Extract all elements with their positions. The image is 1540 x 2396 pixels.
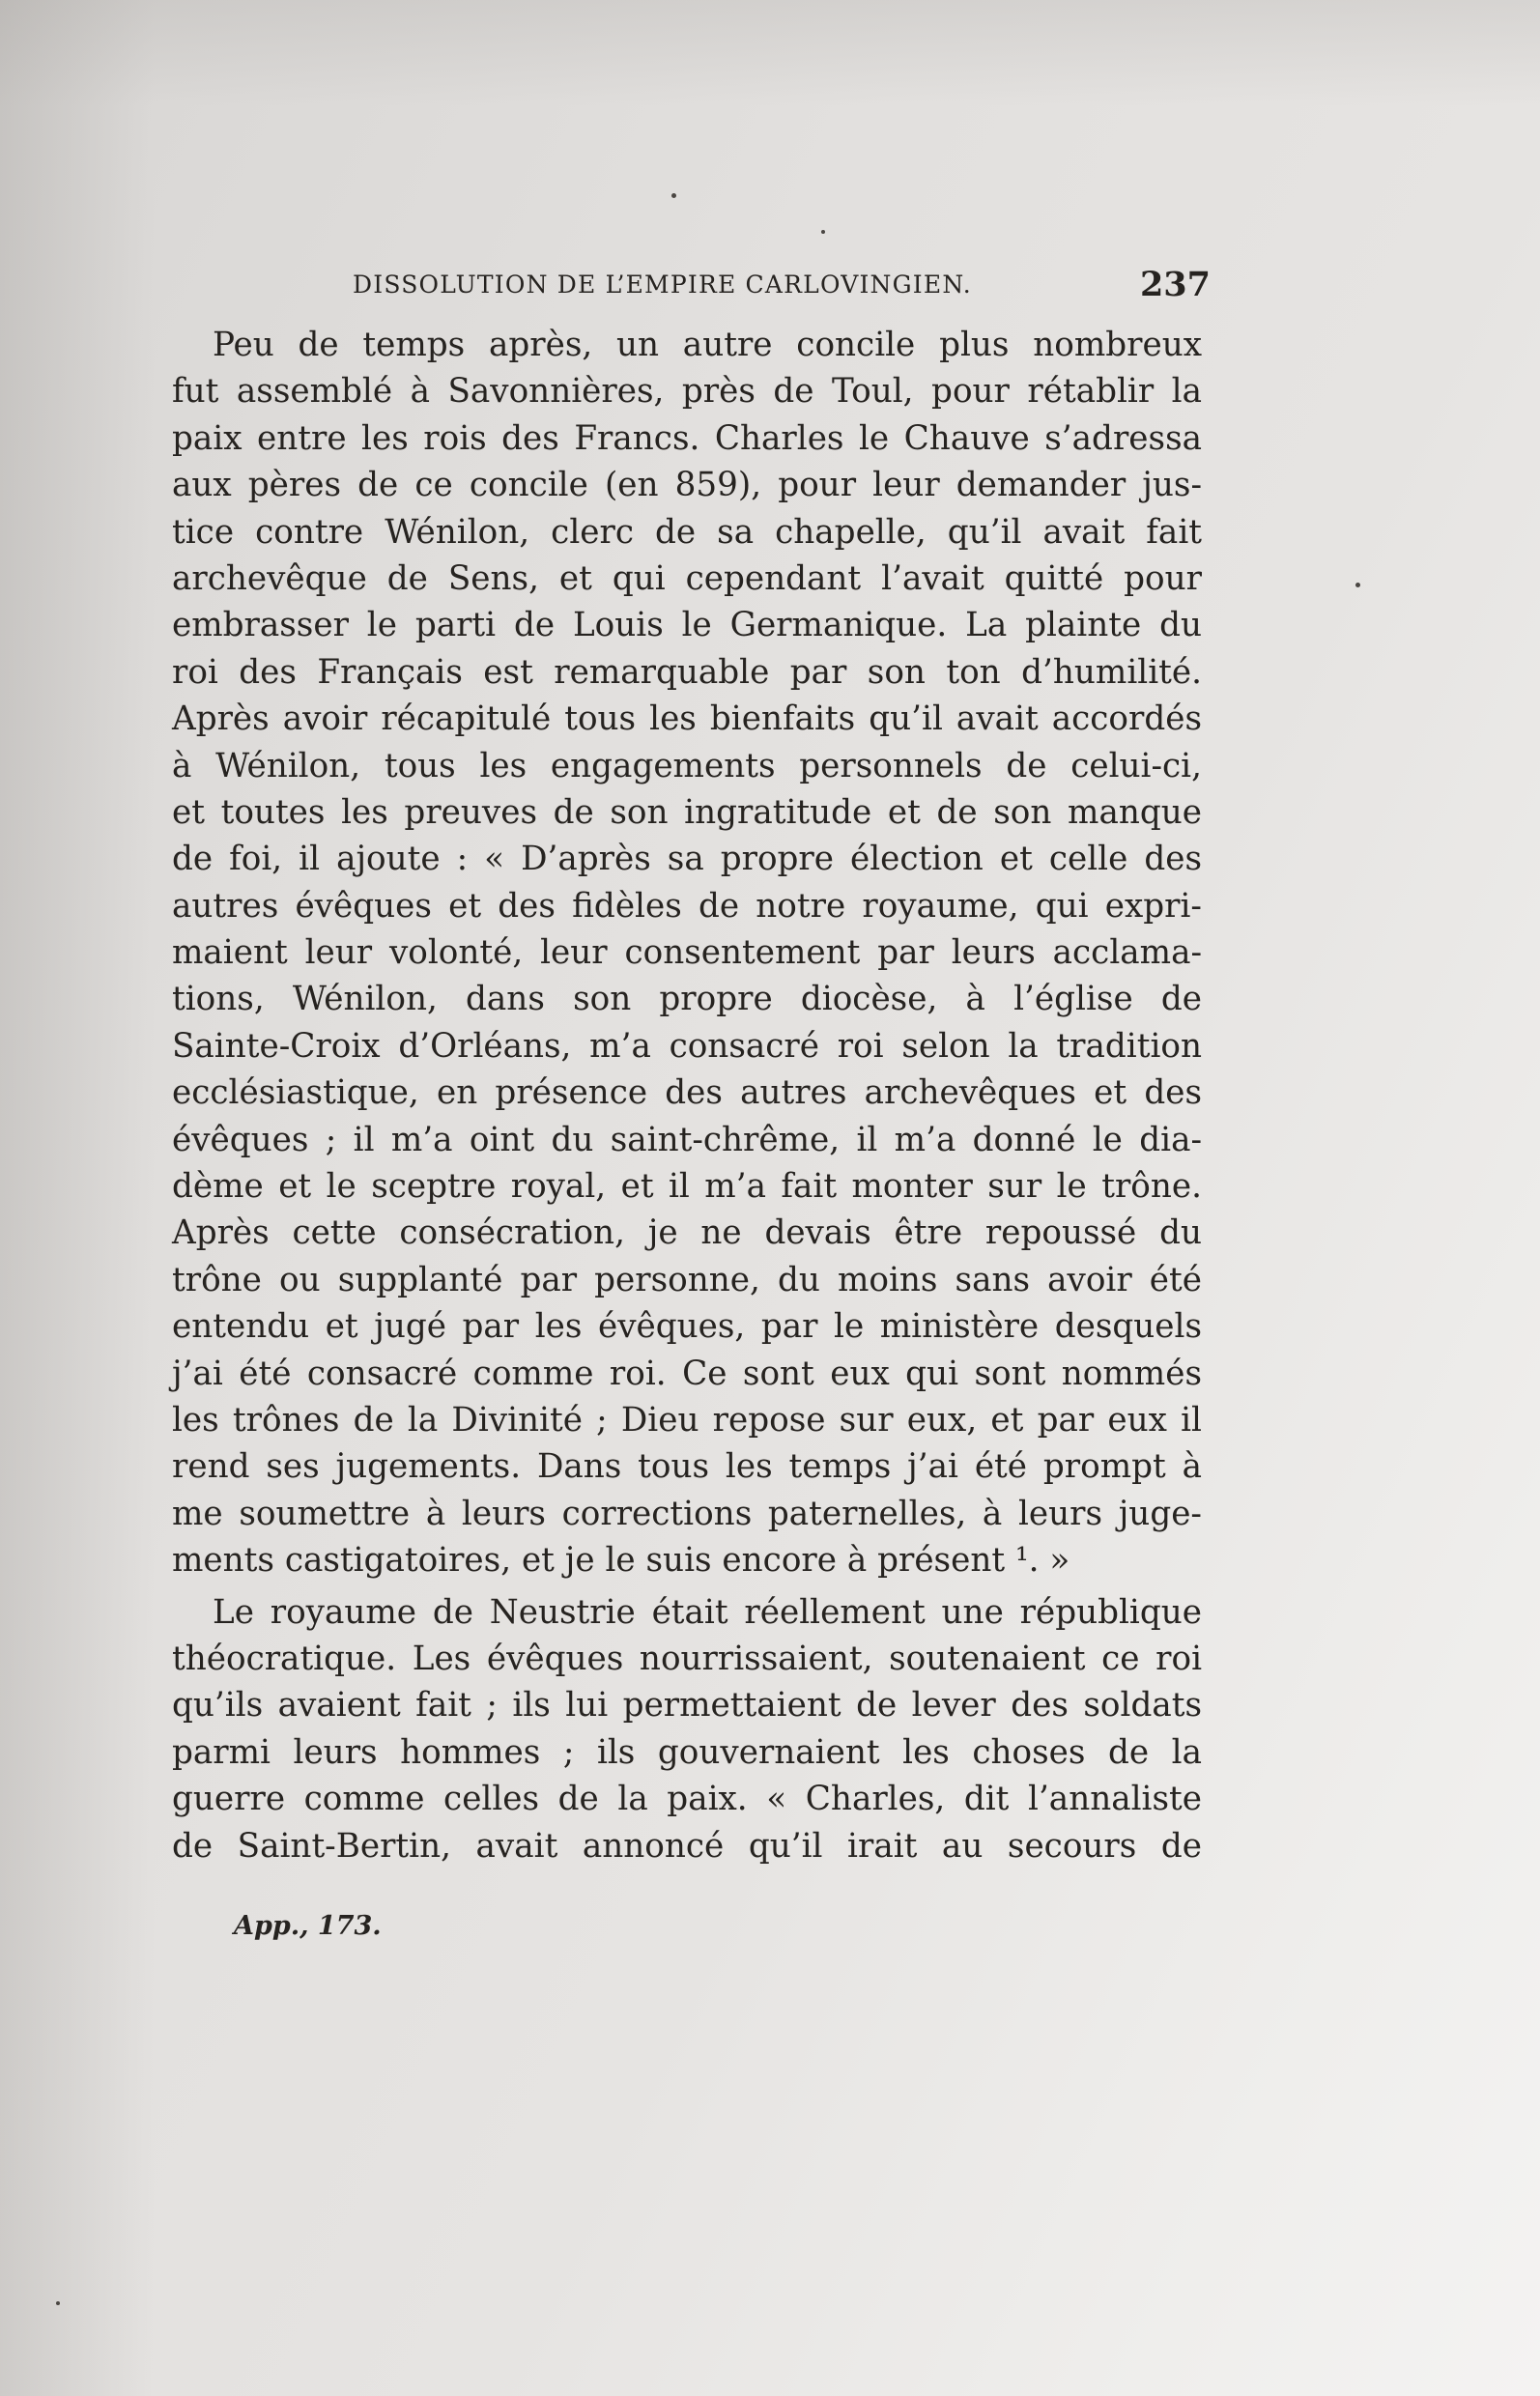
print-speck bbox=[56, 2301, 60, 2305]
text-line: théocratique. Les évêques nourrissaient, soutenaient ce roi bbox=[172, 1639, 1202, 1678]
text-line: j’ai été consacré comme roi. Ce sont eux qui sont nommés bbox=[172, 1354, 1202, 1393]
print-speck bbox=[1355, 583, 1360, 587]
text-line: Sainte-Croix d’Orléans, m’a consacré roi selon la tradition bbox=[172, 1026, 1202, 1066]
text-line: archevêque de Sens, et qui cependant l’avait quitté pour bbox=[172, 558, 1202, 598]
running-title: DISSOLUTION DE L’EMPIRE CARLOVINGIEN. bbox=[353, 271, 972, 299]
text-line: les trônes de la Divinité ; Dieu repose sur eux, et par eux il bbox=[172, 1400, 1202, 1440]
text-line: Après cette consécration, je ne devais être repoussé du bbox=[172, 1213, 1202, 1253]
footnote bbox=[234, 1911, 382, 1941]
running-head bbox=[353, 267, 1211, 305]
print-speck bbox=[671, 193, 676, 198]
text-line: fut assemblé à Savonnières, près de Toul, pour rétablir la bbox=[172, 372, 1202, 412]
text-line: me soumettre à leurs corrections paternelles, à leurs juge- bbox=[172, 1494, 1202, 1533]
text-line: dème et le sceptre royal, et il m’a fait monter sur le trône. bbox=[172, 1167, 1202, 1207]
body-text bbox=[172, 322, 1202, 1869]
page-number: 237 bbox=[1139, 265, 1211, 304]
text-line: roi des Français est remarquable par son ton d’humilité. bbox=[172, 652, 1202, 692]
text-line: guerre comme celles de la paix. « Charles, dit l’annaliste bbox=[172, 1780, 1202, 1819]
text-line: aux pères de ce concile (en 859), pour leur demander jus- bbox=[172, 466, 1202, 505]
text-line: Après avoir récapitulé tous les bienfaits qu’il avait accordés bbox=[172, 699, 1202, 739]
print-speck bbox=[821, 230, 825, 234]
text-line: tions, Wénilon, dans son propre diocèse, à l’église de bbox=[172, 980, 1202, 1019]
text-line: autres évêques et des fidèles de notre royaume, qui expri- bbox=[172, 886, 1202, 926]
text-line: à Wénilon, tous les engagements personnels de celui-ci, bbox=[172, 746, 1202, 785]
text-line: rend ses jugements. Dans tous les temps j’ai été prompt à bbox=[172, 1447, 1202, 1487]
footnote-text: App., 173. bbox=[234, 1911, 382, 1941]
text-line: ecclésiastique, en présence des autres archevêques et des bbox=[172, 1073, 1202, 1113]
text-line: de Saint-Bertin, avait annoncé qu’il irait au secours de bbox=[172, 1826, 1202, 1866]
text-line: et toutes les preuves de son ingratitude et de son manque bbox=[172, 792, 1202, 832]
text-line: Le royaume de Neustrie était réellement une république bbox=[213, 1592, 1202, 1632]
text-line: qu’ils avaient fait ; ils lui permettaient de lever des soldats bbox=[172, 1686, 1202, 1726]
text-line: trône ou supplanté par personne, du moins sans avoir été bbox=[172, 1260, 1202, 1299]
text-line: embrasser le parti de Louis le Germanique. La plainte du bbox=[172, 606, 1202, 645]
text-line: Peu de temps après, un autre concile plus nombreux bbox=[213, 326, 1202, 364]
text-line: paix entre les rois des Francs. Charles le Chauve s’adressa bbox=[172, 418, 1202, 458]
page-shadow-top bbox=[0, 0, 1540, 106]
text-line: tice contre Wénilon, clerc de sa chapelle, qu’il avait fait bbox=[172, 512, 1202, 552]
text-line: parmi leurs hommes ; ils gouvernaient les choses de la bbox=[172, 1732, 1202, 1772]
text-line: évêques ; il m’a oint du saint-chrême, il m’a donné le dia- bbox=[172, 1120, 1202, 1159]
text-line: ments castigatoires, et je le suis encore à présent ¹. » bbox=[172, 1541, 1070, 1581]
page-shadow-left bbox=[0, 0, 155, 2396]
text-line: entendu et jugé par les évêques, par le ministère desquels bbox=[172, 1307, 1202, 1347]
text-line: de foi, il ajoute : « D’après sa propre élection et celle des bbox=[172, 840, 1202, 879]
text-line: maient leur volonté, leur consentement par leurs acclama- bbox=[172, 933, 1202, 973]
